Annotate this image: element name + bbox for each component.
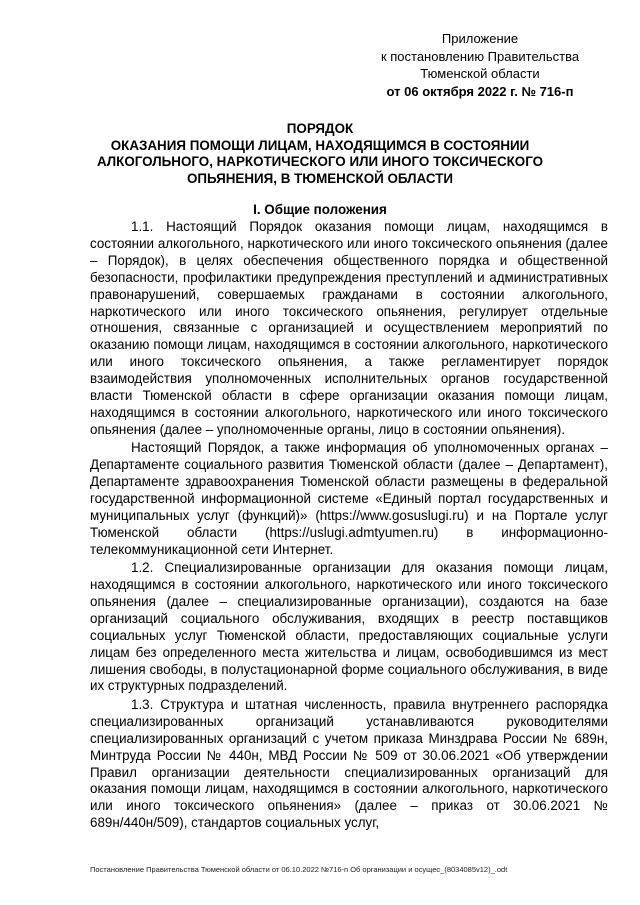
appendix-line-2: Тюменской области [420,66,540,81]
document-body [90,219,608,834]
title-line-4: ОПЬЯНЕНИЯ, В ТЮМЕНСКОЙ ОБЛАСТИ [186,170,454,186]
paragraph-1-2: 1.2. Специализированные организации для оказания помощи лицам, находящимся в состоянии алкогольного, наркотического или иного токсического опьянения (далее – специализированные организации), создаются на базе организаций социального обслуживания, входящих в реестр поставщиков социальных услуг Тюменской области, предоставляющих социальные услуги лицам без определенного места жительства и лицам, освободившимся из мест лишения свободы, в полустационарной форме социального обслуживания, в виде их структурных подразделений. [90,560,608,694]
title-line-2: ОКАЗАНИЯ ПОМОЩИ ЛИЦАМ, НАХОДЯЩИМСЯ В СОСТОЯНИИ [110,137,530,153]
paragraph-1-1: 1.1. Настоящий Порядок оказания помощи лицам, находящимся в состоянии алкогольного, наркотического или иного токсического опьянения (далее – Порядок), в целях обеспечения общественного порядка и общественной безопасности, профилактики предупреждения преступлений и административных правонарушений, совершаемых гражданами в состоянии алкогольного, наркотического или иного токсического опьянения, регулирует отдельные отношения, связанные с организацией и осуществлением мероприятий по оказанию помощи лицам, находящимся в состоянии алкогольного, наркотического или иного токсического опьянения, а также регламентирует порядок взаимодействия уполномоченных исполнительных органов государственной власти Тюменской области в сфере организации оказания помощи лицам, находящимся в состоянии алкогольного, наркотического или иного токсического опьянения (далее – уполномоченные органы, лицо в состоянии опьянения). [90,219,608,437]
section-heading: I. Общие положения [253,202,387,217]
appendix-header [360,30,600,100]
title-line-3: АЛКОГОЛЬНОГО, НАРКОТИЧЕСКОГО ИЛИ ИНОГО ТОКСИЧЕСКОГО [96,154,544,169]
paragraph-portal-info: Настоящий Порядок, а также информация об уполномоченных органах – Департаменте социального развития Тюменской области (далее – Департамент), Департаменте здравоохранения Тюменской области размещены в федеральной государственной информационной системе «Единый портал государственных и муниципальных услуг (функций)» (https://www.gosuslugi.ru) и на Портале услуг Тюменской области (https://uslugi.admtyumen.ru) в информационно-телекоммуникационной сети Интернет. [90,440,608,557]
appendix-line-1: к постановлению Правительства [380,48,580,64]
paragraph-1-3: 1.3. Структура и штатная численность, правила внутреннего распорядка специализированных организаций устанавливаются руководителями специализированных организаций с учетом приказа Минздрава России № 689н, Минтруда России № 440н, МВД России № 509 от 30.06.2021 «Об утверждении Правил организации деятельности специализированных организаций для оказания помощи лицам, находящимся в состоянии алкогольного, наркотического или иного токсического опьянения» (далее – приказ от 30.06.2021 № 689н/440н/509), стандартов социальных услуг, [90,696,608,831]
title-line-1: ПОРЯДОК [286,121,354,136]
document-title [60,121,580,187]
appendix-date-number: от 06 октября 2022 г. № 716-п [386,83,574,99]
appendix-label: Приложение [441,31,519,46]
page-footer: Постановление Правительства Тюменской области от 06.10.2022 №716-п Об организации и осущес_(8034085v12)_.odt [90,865,508,874]
